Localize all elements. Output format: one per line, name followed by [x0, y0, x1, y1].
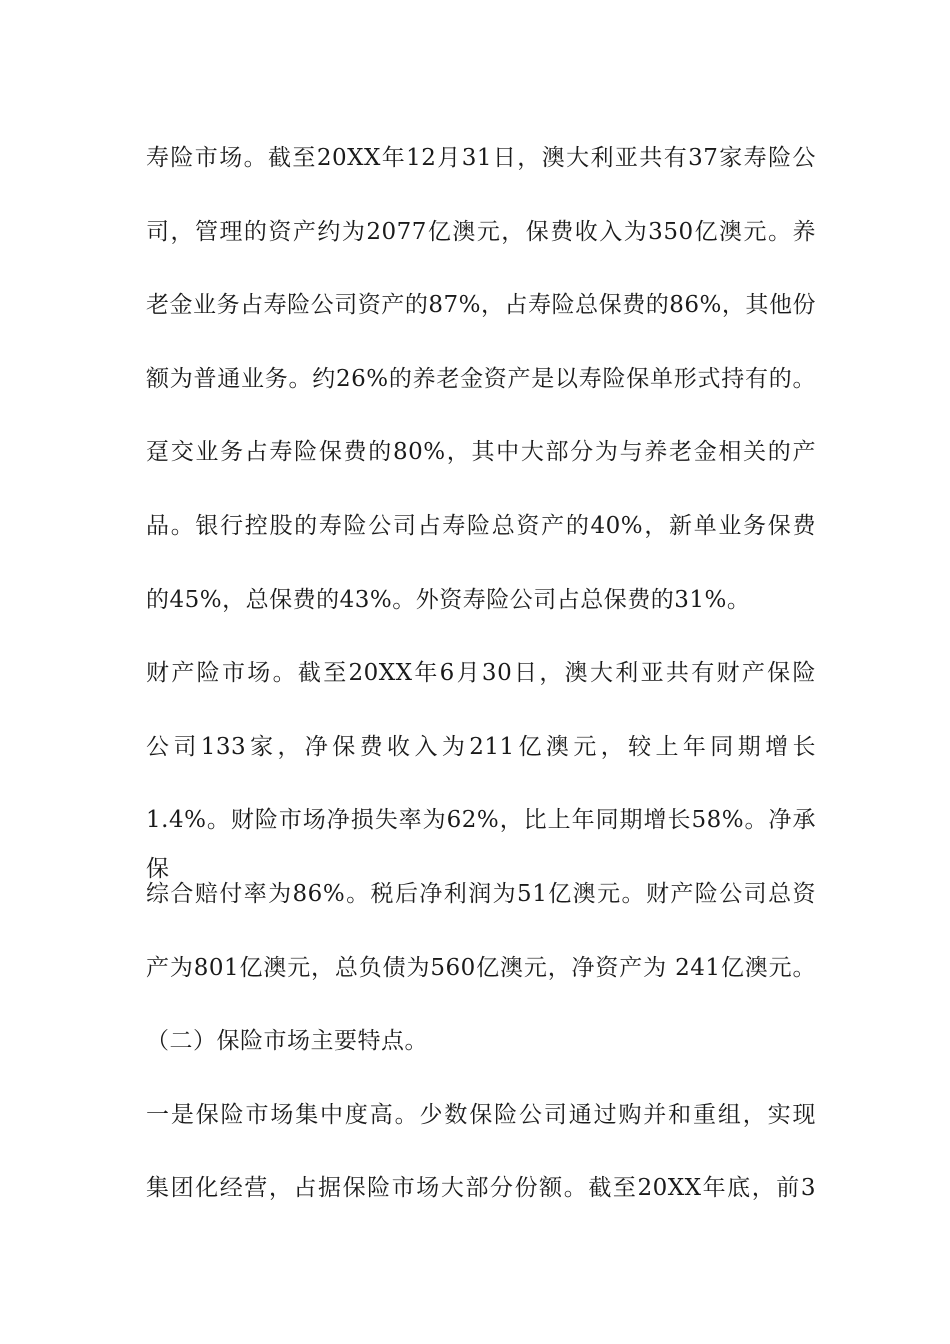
text-line: 综合赔付率为86%。税后净利润为51亿澳元。财产险公司总资	[146, 880, 816, 907]
text-line: 公司133家，净保费收入为211亿澳元，较上年同期增长	[146, 733, 816, 760]
text-line: 财产险市场。截至20XX年6月30日，澳大利亚共有财产保险	[146, 660, 816, 687]
text-line: 额为普通业务。约26%的养老金资产是以寿险保单形式持有的。	[146, 365, 816, 392]
text-line: 趸交业务占寿险保费的80%，其中大部分为与养老金相关的产	[146, 439, 816, 466]
text-line: 产为801亿澳元，总负债为560亿澳元，净资产为 241亿澳元。	[146, 954, 816, 981]
text-line: 1.4%。财险市场净损失率为62%，比上年同期增长58%。净承保	[146, 807, 816, 883]
body-text	[146, 134, 816, 1238]
text-line: 的45%，总保费的43%。外资寿险公司占总保费的31%。	[146, 586, 751, 613]
section-heading: （二）保险市场主要特点。	[146, 1028, 428, 1055]
text-line: 寿险市场。截至20XX年12月31日，澳大利亚共有37家寿险公	[146, 145, 816, 171]
text-line: 品。银行控股的寿险公司占寿险总资产的40%，新单业务保费	[146, 512, 816, 539]
text-line: 老金业务占寿险公司资产的87%，占寿险总保费的86%，其他份	[146, 292, 816, 319]
text-line: 司，管理的资产约为2077亿澳元，保费收入为350亿澳元。养	[146, 218, 816, 245]
text-line: 一是保险市场集中度高。少数保险公司通过购并和重组，实现	[146, 1101, 816, 1128]
text-line: 集团化经营，占据保险市场大部分份额。截至20XX年底，前3	[146, 1175, 816, 1202]
